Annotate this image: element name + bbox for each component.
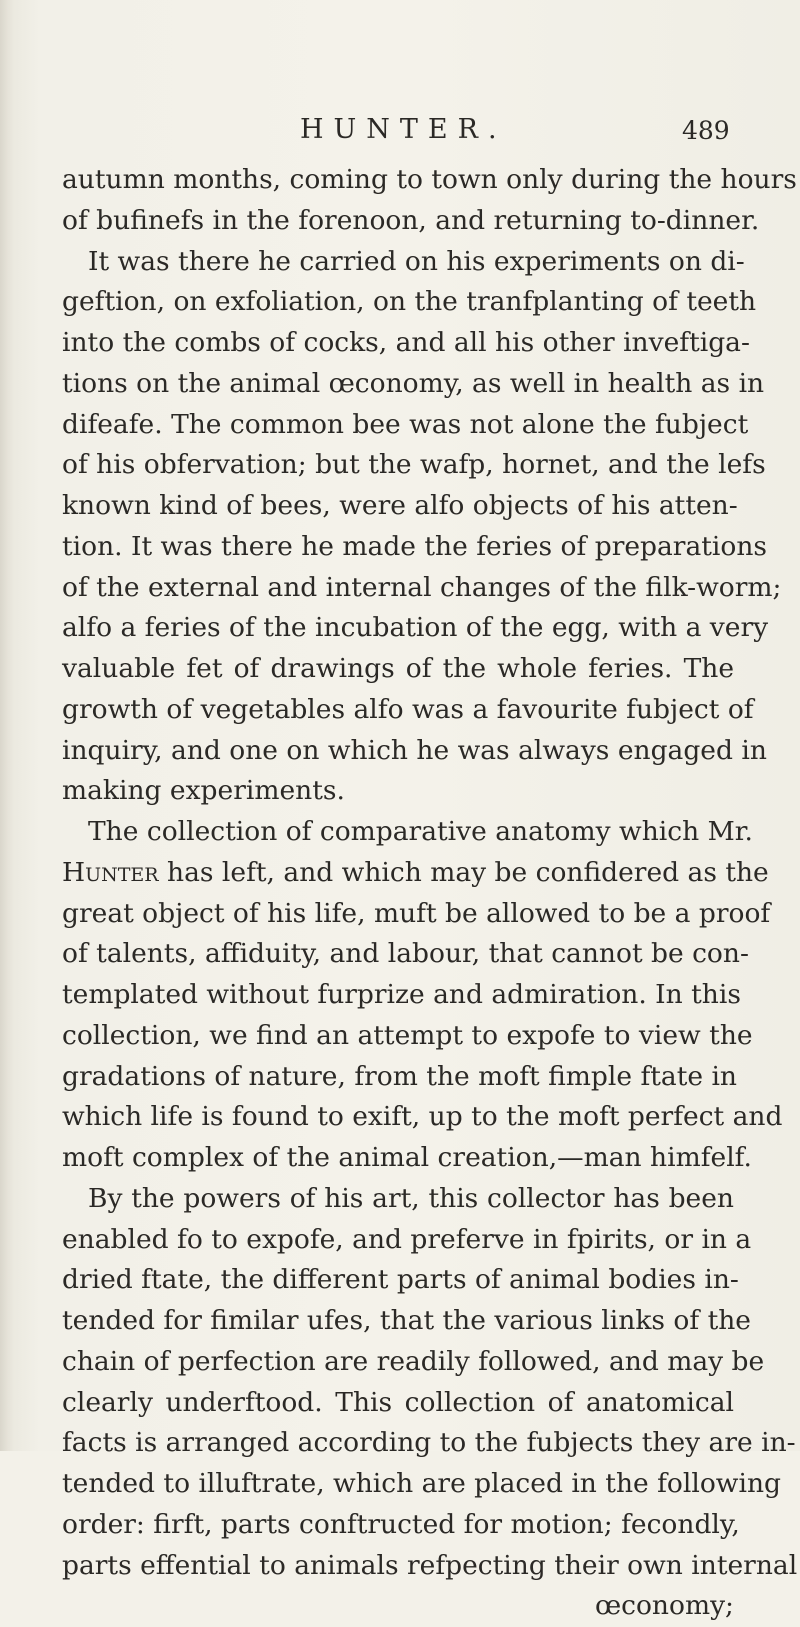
text-line: chain of perfection are readily followed, and may be	[62, 1345, 765, 1377]
text-line: alfo a feries of the incubation of the egg, with a very	[62, 612, 769, 644]
text-line: collection, we find an attempt to expofe to view the	[62, 1019, 753, 1051]
text-line: valuable fet of drawings of the whole feries. The	[62, 653, 734, 684]
text-line: geftion, on exfoliation, on the tranfplanting of teeth	[62, 286, 757, 318]
text-line: making experiments.	[62, 775, 345, 807]
text-line: inquiry, and one on which he was always engaged in	[62, 734, 767, 766]
text-line: parts effential to animals refpecting their own internal	[62, 1549, 798, 1581]
running-head: HUNTER.	[300, 114, 507, 145]
text-line: moft complex of the animal creation,—man himfelf.	[62, 1142, 752, 1173]
text-line: œconomy;	[594, 1590, 734, 1622]
text-line: autumn months, coming to town only during the hours	[62, 164, 797, 195]
text-line: enabled fo to expofe, and preferve in fpirits, or in a	[62, 1223, 752, 1255]
text-line: into the combs of cocks, and all his other inveftiga-	[62, 327, 750, 358]
text-line: By the powers of his art, this collector has been	[88, 1182, 734, 1214]
text-line: tion. It was there he made the feries of preparations	[62, 530, 768, 562]
text-line-rest: has left, and which may be confidered as the	[167, 856, 769, 888]
text-line: It was there he carried on his experiments on di-	[88, 245, 745, 277]
text-line: order: firft, parts conftructed for motion; fecondly,	[62, 1508, 740, 1540]
body-text	[62, 160, 798, 1627]
text-line: dried ftate, the different parts of animal bodies in-	[62, 1264, 739, 1296]
page-binding-shadow	[0, 0, 14, 1451]
text-line-with-name	[62, 853, 769, 894]
text-line: great object of his life, muft be allowed to be a proof	[62, 897, 771, 929]
text-line: which life is found to exift, up to the moft perfect and	[62, 1101, 783, 1133]
text-line: growth of vegetables alfo was a favourite fubject of	[62, 693, 754, 725]
text-line: The collection of comparative anatomy which Mr.	[88, 816, 753, 847]
text-line: tions on the animal œconomy, as well in health as in	[62, 367, 765, 399]
text-line: gradations of nature, from the moft fimple ftate in	[62, 1060, 737, 1092]
text-line: known kind of bees, were alfo objects of his atten-	[62, 490, 738, 521]
text-line: difeafe. The common bee was not alone the fubject	[62, 408, 749, 440]
page-number: 489	[682, 116, 730, 145]
text-line: of the external and internal changes of the filk-worm;	[62, 571, 782, 603]
page-header	[0, 114, 800, 154]
text-line: tended for fimilar ufes, that the various links of the	[62, 1305, 751, 1336]
text-line: of talents, affiduity, and labour, that cannot be con-	[62, 938, 749, 970]
text-line: of his obfervation; but the wafp, hornet, and the lefs	[62, 449, 766, 481]
text-line: templated without furprize and admiration. In this	[62, 979, 741, 1010]
text-line: tended to illuftrate, which are placed in the following	[62, 1468, 781, 1499]
name-hunter: Hunter	[62, 856, 159, 888]
text-line: facts is arranged according to the fubjects they are in-	[62, 1427, 796, 1459]
text-line: clearly underftood. This collection of anatomical	[62, 1386, 734, 1418]
text-line: of bufinefs in the forenoon, and returning to-dinner.	[62, 204, 760, 236]
